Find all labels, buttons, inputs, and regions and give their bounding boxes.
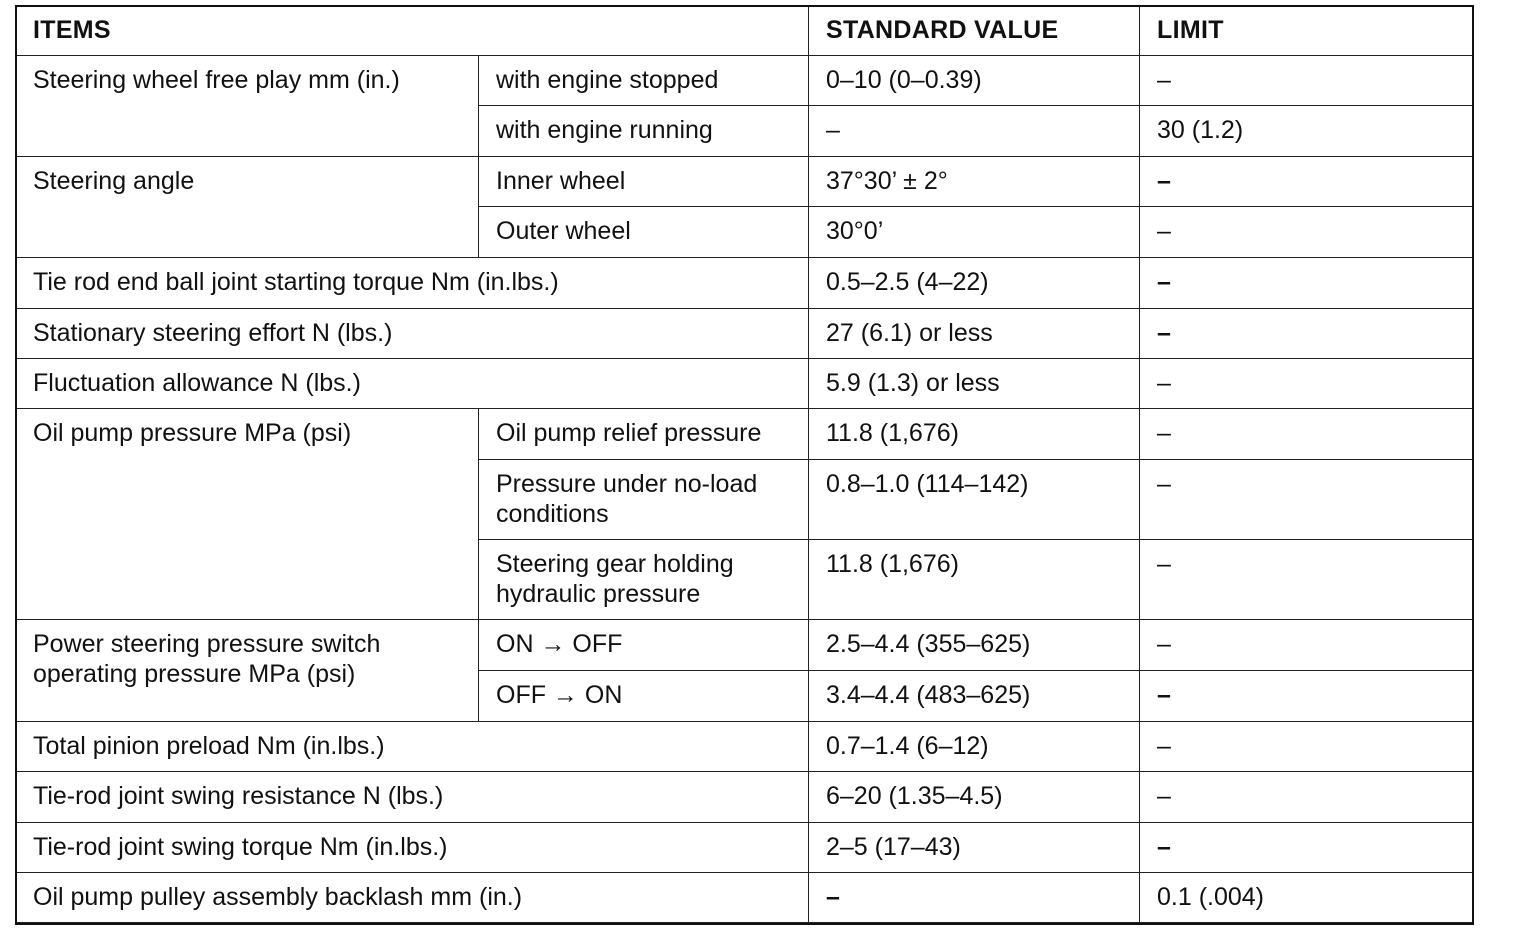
limit-cell: 0.1 (.004): [1140, 873, 1473, 923]
standard-value-cell: 0.5–2.5 (4–22): [809, 258, 1140, 309]
table-row: [16, 722, 1473, 772]
limit-cell: –: [1140, 56, 1473, 106]
standard-value-cell: 27 (6.1) or less: [809, 309, 1140, 359]
table-row: [16, 873, 1473, 923]
item-cell: Tie rod end ball joint starting torque Nm (in.lbs.): [16, 258, 809, 309]
limit-cell: –: [1140, 671, 1473, 722]
standard-value-cell: 2.5–4.4 (355–625): [809, 620, 1140, 671]
limit-cell: –: [1140, 722, 1473, 772]
standard-value-cell: 0.7–1.4 (6–12): [809, 722, 1140, 772]
table-row: [16, 823, 1473, 873]
item-cell: Steering wheel free play mm (in.): [16, 56, 479, 157]
item-cell: Oil pump pulley assembly backlash mm (in.): [16, 873, 809, 923]
limit-cell: –: [1140, 620, 1473, 671]
condition-cell: Outer wheel: [479, 207, 809, 258]
condition-cell: Inner wheel: [479, 157, 809, 207]
limit-cell: –: [1140, 309, 1473, 359]
standard-value-cell: –: [809, 106, 1140, 157]
standard-value-cell: 2–5 (17–43): [809, 823, 1140, 873]
limit-cell: –: [1140, 460, 1473, 540]
table-row: [16, 772, 1473, 823]
standard-value-cell: 5.9 (1.3) or less: [809, 359, 1140, 409]
condition-cell: with engine running: [479, 106, 809, 157]
limit-cell: 30 (1.2): [1140, 106, 1473, 157]
condition-cell: Pressure under no-load conditions: [479, 460, 809, 540]
standard-value-cell: 0–10 (0–0.39): [809, 56, 1140, 106]
limit-cell: –: [1140, 540, 1473, 620]
standard-value-cell: –: [809, 873, 1140, 923]
limit-cell: –: [1140, 772, 1473, 823]
limit-cell: –: [1140, 258, 1473, 309]
limit-cell: –: [1140, 359, 1473, 409]
table-row: [16, 258, 1473, 309]
condition-cell: ON → OFF: [479, 620, 809, 671]
table-row: [16, 56, 1473, 106]
table-row: [16, 620, 1473, 671]
standard-value-cell: 11.8 (1,676): [809, 540, 1140, 620]
item-cell: Fluctuation allowance N (lbs.): [16, 359, 809, 409]
condition-cell: with engine stopped: [479, 56, 809, 106]
header-standard-value: STANDARD VALUE: [809, 6, 1140, 56]
table-row: [16, 157, 1473, 207]
header-row: [16, 6, 1473, 56]
item-cell: Steering angle: [16, 157, 479, 258]
item-cell: Tie-rod joint swing resistance N (lbs.): [16, 772, 809, 823]
standard-value-cell: 6–20 (1.35–4.5): [809, 772, 1140, 823]
table-row: [16, 409, 1473, 460]
limit-cell: –: [1140, 157, 1473, 207]
standard-value-cell: 11.8 (1,676): [809, 409, 1140, 460]
table-row: [16, 359, 1473, 409]
limit-cell: –: [1140, 207, 1473, 258]
steering-specifications-table: [15, 5, 1473, 923]
condition-cell: Oil pump relief pressure: [479, 409, 809, 460]
condition-cell: OFF → ON: [479, 671, 809, 722]
limit-cell: –: [1140, 823, 1473, 873]
standard-value-cell: 3.4–4.4 (483–625): [809, 671, 1140, 722]
header-limit: LIMIT: [1140, 6, 1473, 56]
item-cell: Power steering pressure switch operating pressure MPa (psi): [16, 620, 479, 722]
item-cell: Total pinion preload Nm (in.lbs.): [16, 722, 809, 772]
item-cell: Stationary steering effort N (lbs.): [16, 309, 809, 359]
table-row: [16, 309, 1473, 359]
standard-value-cell: 0.8–1.0 (114–142): [809, 460, 1140, 540]
standard-value-cell: 30°0’: [809, 207, 1140, 258]
condition-cell: Steering gear holding hydraulic pressure: [479, 540, 809, 620]
limit-cell: –: [1140, 409, 1473, 460]
item-cell: Tie-rod joint swing torque Nm (in.lbs.): [16, 823, 809, 873]
header-items: ITEMS: [16, 6, 809, 56]
standard-value-cell: 37°30’ ± 2°: [809, 157, 1140, 207]
item-cell: Oil pump pressure MPa (psi): [16, 409, 479, 620]
